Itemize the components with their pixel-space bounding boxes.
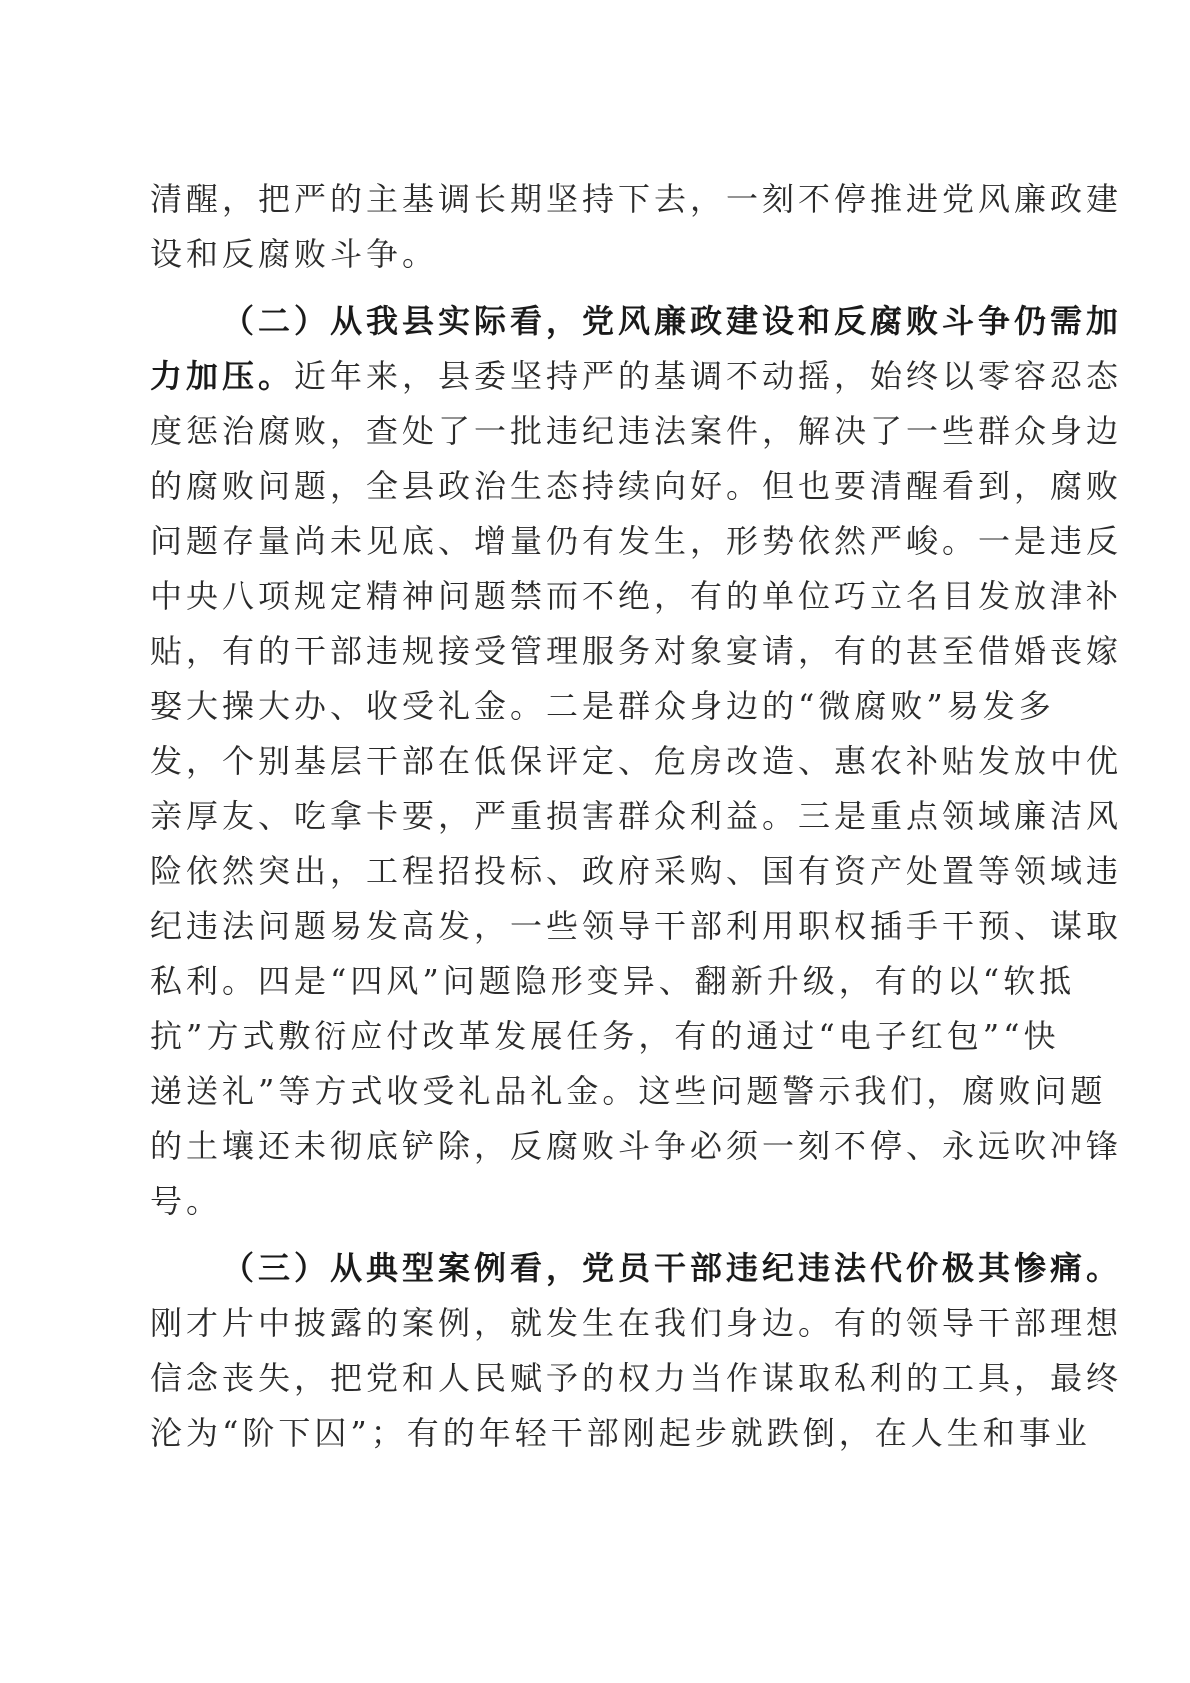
paragraph-line: 贴，有的干部违规接受管理服务对象宴请，有的甚至借婚丧嫁 [150, 632, 1123, 670]
paragraph-line [150, 349, 1123, 404]
paragraph-line-text: 近年来，县委坚持严的基调不动摇，始终以零容忍态 [294, 357, 1123, 395]
paragraph-line: 抗”方式敷衍应付改革发展任务，有的通过“电子红包”“快 [150, 1017, 1060, 1055]
section-heading-2: （二）从我县实际看，党风廉政建设和反腐败斗争仍需加 [222, 302, 1123, 340]
paragraph-heading-line [150, 294, 1123, 349]
paragraph-line: 设和反腐败斗争。 [150, 235, 439, 273]
paragraph-line: 险依然突出，工程招投标、政府采购、国有资产处置等领域违 [150, 852, 1123, 890]
paragraph-line: 亲厚友、吃拿卡要，严重损害群众利益。三是重点领域廉洁风 [150, 797, 1123, 835]
paragraph-line: 的土壤还未彻底铲除，反腐败斗争必须一刻不停、永远吹冲锋 [150, 1127, 1123, 1165]
paragraph-line: 纪违法问题易发高发，一些领导干部利用职权插手干预、谋取 [150, 907, 1123, 945]
paragraph-line: 递送礼”等方式收受礼品礼金。这些问题警示我们，腐败问题 [150, 1072, 1107, 1110]
paragraph-line: 发，个别基层干部在低保评定、危房改造、惠农补贴发放中优 [150, 742, 1123, 780]
paragraph-gap [150, 1229, 1038, 1241]
section-heading-3: （三）从典型案例看，党员干部违纪违法代价极其惨痛。 [222, 1249, 1123, 1287]
paragraph-line: 号。 [150, 1182, 223, 1220]
paragraph-line: 中央八项规定精神问题禁而不绝，有的单位巧立名目发放津补 [150, 577, 1123, 615]
document-body [150, 172, 1123, 1461]
section-heading-2-end: 力加压。 [150, 357, 295, 395]
paragraph-1 [150, 172, 1123, 282]
paragraph-line: 信念丧失，把党和人民赋予的权力当作谋取私利的工具，最终 [150, 1359, 1123, 1397]
paragraph-line: 清醒，把严的主基调长期坚持下去，一刻不停推进党风廉政建 [150, 180, 1123, 218]
paragraph-line: 刚才片中披露的案例，就发生在我们身边。有的领导干部理想 [150, 1304, 1123, 1342]
paragraph-line: 问题存量尚未见底、增量仍有发生，形势依然严峻。一是违反 [150, 522, 1123, 560]
paragraph-line: 度惩治腐败，查处了一批违纪违法案件，解决了一些群众身边 [150, 412, 1123, 450]
paragraph-heading-line [150, 1241, 1123, 1296]
paragraph-3 [150, 1241, 1123, 1461]
paragraph-2 [150, 294, 1123, 1229]
paragraph-gap [150, 282, 1038, 294]
paragraph-line: 沦为“阶下囚”；有的年轻干部刚起步就跌倒，在人生和事业 [150, 1414, 1091, 1452]
paragraph-line: 私利。四是“四风”问题隐形变异、翻新升级，有的以“软抵 [150, 962, 1076, 1000]
paragraph-line: 的腐败问题，全县政治生态持续向好。但也要清醒看到，腐败 [150, 467, 1123, 505]
paragraph-line: 娶大操大办、收受礼金。二是群众身边的“微腐败”易发多 [150, 687, 1055, 725]
